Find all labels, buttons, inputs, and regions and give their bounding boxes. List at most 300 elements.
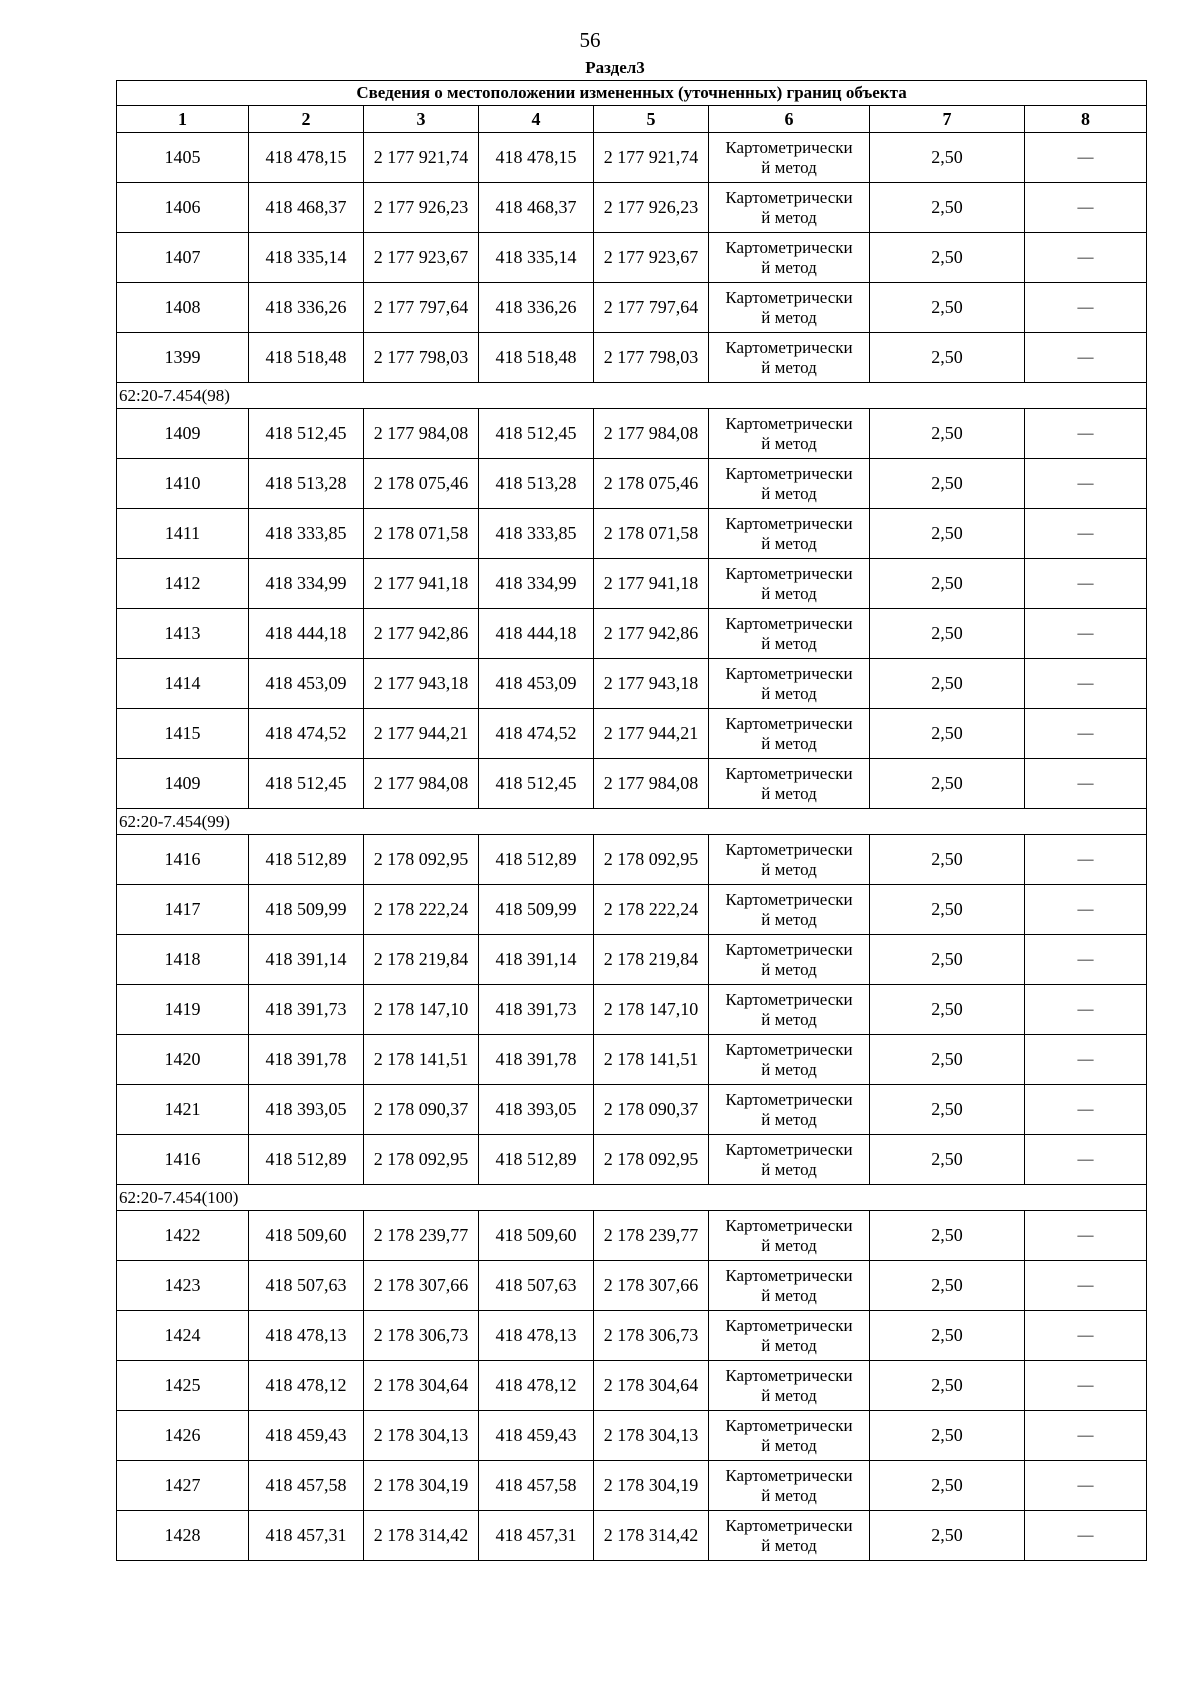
y-coordinate-cell: 2 177 943,18 — [364, 659, 479, 709]
method-text-line: Картометрически — [725, 839, 853, 859]
column-number-row — [117, 106, 1147, 133]
y-new-coordinate-cell: 2 178 090,37 — [594, 1085, 709, 1135]
method-cell — [709, 1085, 870, 1135]
table-row — [117, 985, 1147, 1035]
y-coordinate-cell: 2 178 071,58 — [364, 509, 479, 559]
method-text-line: й метод — [761, 1285, 817, 1305]
method-text-line: Картометрически — [725, 287, 853, 307]
method-text-line: й метод — [761, 1385, 817, 1405]
description-cell: — — [1025, 1261, 1147, 1311]
x-coordinate-cell: 418 474,52 — [249, 709, 364, 759]
x-new-coordinate-cell: 418 335,14 — [479, 233, 594, 283]
point-number-cell: 1399 — [117, 333, 249, 383]
y-new-coordinate-cell: 2 178 304,64 — [594, 1361, 709, 1411]
x-coordinate-cell: 418 333,85 — [249, 509, 364, 559]
x-new-coordinate-cell: 418 512,89 — [479, 835, 594, 885]
table-row — [117, 133, 1147, 183]
accuracy-cell: 2,50 — [870, 759, 1025, 809]
point-number-cell: 1419 — [117, 985, 249, 1035]
y-new-coordinate-cell: 2 178 141,51 — [594, 1035, 709, 1085]
method-text-line: Картометрически — [725, 889, 853, 909]
method-cell — [709, 709, 870, 759]
parcel-group-label: 62:20-7.454(100) — [117, 1185, 1147, 1211]
y-new-coordinate-cell: 2 178 071,58 — [594, 509, 709, 559]
y-coordinate-cell: 2 177 941,18 — [364, 559, 479, 609]
method-text-line: Картометрически — [725, 1139, 853, 1159]
method-cell — [709, 559, 870, 609]
description-cell: — — [1025, 559, 1147, 609]
method-text-line: Картометрически — [725, 337, 853, 357]
table-row — [117, 835, 1147, 885]
y-new-coordinate-cell: 2 177 798,03 — [594, 333, 709, 383]
method-cell — [709, 885, 870, 935]
description-cell: — — [1025, 509, 1147, 559]
method-text-line: Картометрически — [725, 763, 853, 783]
method-cell — [709, 835, 870, 885]
accuracy-cell: 2,50 — [870, 709, 1025, 759]
table-row — [117, 1261, 1147, 1311]
y-new-coordinate-cell: 2 178 075,46 — [594, 459, 709, 509]
x-coordinate-cell: 418 478,12 — [249, 1361, 364, 1411]
y-new-coordinate-cell: 2 178 092,95 — [594, 835, 709, 885]
description-cell: — — [1025, 1511, 1147, 1561]
method-cell — [709, 1035, 870, 1085]
method-text-line: Картометрически — [725, 1365, 853, 1385]
group-header-row — [117, 1185, 1147, 1211]
description-cell: — — [1025, 1211, 1147, 1261]
y-coordinate-cell: 2 178 304,64 — [364, 1361, 479, 1411]
accuracy-cell: 2,50 — [870, 1361, 1025, 1411]
method-text-line: Картометрически — [725, 463, 853, 483]
point-number-cell: 1428 — [117, 1511, 249, 1561]
description-cell: — — [1025, 183, 1147, 233]
table-row — [117, 1461, 1147, 1511]
point-number-cell: 1422 — [117, 1211, 249, 1261]
y-new-coordinate-cell: 2 178 306,73 — [594, 1311, 709, 1361]
table-row — [117, 759, 1147, 809]
x-new-coordinate-cell: 418 457,31 — [479, 1511, 594, 1561]
point-number-cell: 1413 — [117, 609, 249, 659]
x-new-coordinate-cell: 418 509,99 — [479, 885, 594, 935]
point-number-cell: 1425 — [117, 1361, 249, 1411]
y-coordinate-cell: 2 177 944,21 — [364, 709, 479, 759]
point-number-cell: 1423 — [117, 1261, 249, 1311]
description-cell: — — [1025, 333, 1147, 383]
point-number-cell: 1416 — [117, 1135, 249, 1185]
point-number-cell: 1411 — [117, 509, 249, 559]
method-text-line: Картометрически — [725, 1465, 853, 1485]
description-cell: — — [1025, 935, 1147, 985]
description-cell: — — [1025, 1361, 1147, 1411]
y-new-coordinate-cell: 2 177 921,74 — [594, 133, 709, 183]
accuracy-cell: 2,50 — [870, 459, 1025, 509]
x-new-coordinate-cell: 418 507,63 — [479, 1261, 594, 1311]
description-cell: — — [1025, 1411, 1147, 1461]
y-coordinate-cell: 2 177 942,86 — [364, 609, 479, 659]
method-cell — [709, 609, 870, 659]
accuracy-cell: 2,50 — [870, 133, 1025, 183]
method-cell — [709, 659, 870, 709]
y-coordinate-cell: 2 178 314,42 — [364, 1511, 479, 1561]
accuracy-cell: 2,50 — [870, 283, 1025, 333]
accuracy-cell: 2,50 — [870, 1511, 1025, 1561]
x-coordinate-cell: 418 513,28 — [249, 459, 364, 509]
method-text-line: й метод — [761, 909, 817, 929]
y-new-coordinate-cell: 2 178 222,24 — [594, 885, 709, 935]
x-coordinate-cell: 418 391,14 — [249, 935, 364, 985]
description-cell: — — [1025, 459, 1147, 509]
method-cell — [709, 1411, 870, 1461]
method-text-line: Картометрически — [725, 663, 853, 683]
group-header-row — [117, 383, 1147, 409]
column-number: 1 — [117, 106, 249, 133]
y-coordinate-cell: 2 178 075,46 — [364, 459, 479, 509]
point-number-cell: 1426 — [117, 1411, 249, 1461]
method-text-line: Картометрически — [725, 1315, 853, 1335]
y-new-coordinate-cell: 2 177 926,23 — [594, 183, 709, 233]
x-coordinate-cell: 418 391,78 — [249, 1035, 364, 1085]
y-new-coordinate-cell: 2 178 092,95 — [594, 1135, 709, 1185]
table-row — [117, 233, 1147, 283]
x-new-coordinate-cell: 418 478,15 — [479, 133, 594, 183]
x-new-coordinate-cell: 418 391,14 — [479, 935, 594, 985]
table-row — [117, 509, 1147, 559]
method-text-line: Картометрически — [725, 713, 853, 733]
method-cell — [709, 1461, 870, 1511]
method-text-line: й метод — [761, 683, 817, 703]
method-cell — [709, 509, 870, 559]
method-text-line: й метод — [761, 633, 817, 653]
table-row — [117, 1135, 1147, 1185]
accuracy-cell: 2,50 — [870, 333, 1025, 383]
point-number-cell: 1410 — [117, 459, 249, 509]
accuracy-cell: 2,50 — [870, 233, 1025, 283]
point-number-cell: 1412 — [117, 559, 249, 609]
column-number: 2 — [249, 106, 364, 133]
x-new-coordinate-cell: 418 474,52 — [479, 709, 594, 759]
method-text-line: Картометрически — [725, 1415, 853, 1435]
column-number: 3 — [364, 106, 479, 133]
accuracy-cell: 2,50 — [870, 1085, 1025, 1135]
point-number-cell: 1418 — [117, 935, 249, 985]
method-cell — [709, 1361, 870, 1411]
x-coordinate-cell: 418 459,43 — [249, 1411, 364, 1461]
table-row — [117, 333, 1147, 383]
description-cell: — — [1025, 709, 1147, 759]
point-number-cell: 1417 — [117, 885, 249, 935]
method-text-line: й метод — [761, 483, 817, 503]
description-cell: — — [1025, 283, 1147, 333]
table-row — [117, 659, 1147, 709]
method-text-line: й метод — [761, 583, 817, 603]
point-number-cell: 1420 — [117, 1035, 249, 1085]
method-text-line: Картометрически — [725, 989, 853, 1009]
y-new-coordinate-cell: 2 178 219,84 — [594, 935, 709, 985]
x-new-coordinate-cell: 418 334,99 — [479, 559, 594, 609]
x-new-coordinate-cell: 418 478,13 — [479, 1311, 594, 1361]
method-cell — [709, 1135, 870, 1185]
description-cell: — — [1025, 409, 1147, 459]
method-text-line: Картометрически — [725, 137, 853, 157]
y-new-coordinate-cell: 2 177 942,86 — [594, 609, 709, 659]
method-text-line: й метод — [761, 207, 817, 227]
method-text-line: й метод — [761, 1159, 817, 1179]
point-number-cell: 1409 — [117, 759, 249, 809]
section-title: Раздел3 — [585, 58, 645, 77]
y-new-coordinate-cell: 2 177 944,21 — [594, 709, 709, 759]
method-text-line: й метод — [761, 433, 817, 453]
x-new-coordinate-cell: 418 518,48 — [479, 333, 594, 383]
x-coordinate-cell: 418 478,15 — [249, 133, 364, 183]
y-new-coordinate-cell: 2 178 307,66 — [594, 1261, 709, 1311]
group-header-row — [117, 809, 1147, 835]
x-new-coordinate-cell: 418 393,05 — [479, 1085, 594, 1135]
method-text-line: Картометрически — [725, 563, 853, 583]
x-coordinate-cell: 418 507,63 — [249, 1261, 364, 1311]
method-cell — [709, 985, 870, 1035]
table-row — [117, 1411, 1147, 1461]
x-coordinate-cell: 418 468,37 — [249, 183, 364, 233]
method-cell — [709, 409, 870, 459]
y-coordinate-cell: 2 178 147,10 — [364, 985, 479, 1035]
y-coordinate-cell: 2 177 926,23 — [364, 183, 479, 233]
y-new-coordinate-cell: 2 178 304,13 — [594, 1411, 709, 1461]
method-text-line: Картометрически — [725, 939, 853, 959]
point-number-cell: 1424 — [117, 1311, 249, 1361]
x-new-coordinate-cell: 418 459,43 — [479, 1411, 594, 1461]
method-cell — [709, 233, 870, 283]
accuracy-cell: 2,50 — [870, 885, 1025, 935]
x-new-coordinate-cell: 418 478,12 — [479, 1361, 594, 1411]
y-coordinate-cell: 2 178 304,19 — [364, 1461, 479, 1511]
accuracy-cell: 2,50 — [870, 509, 1025, 559]
method-text-line: й метод — [761, 959, 817, 979]
description-cell: — — [1025, 659, 1147, 709]
method-cell — [709, 183, 870, 233]
y-new-coordinate-cell: 2 178 147,10 — [594, 985, 709, 1035]
table-row — [117, 283, 1147, 333]
x-coordinate-cell: 418 512,45 — [249, 759, 364, 809]
y-new-coordinate-cell: 2 177 797,64 — [594, 283, 709, 333]
x-coordinate-cell: 418 393,05 — [249, 1085, 364, 1135]
description-cell: — — [1025, 1135, 1147, 1185]
description-cell: — — [1025, 609, 1147, 659]
description-cell: — — [1025, 1461, 1147, 1511]
method-text-line: й метод — [761, 783, 817, 803]
y-new-coordinate-cell: 2 178 304,19 — [594, 1461, 709, 1511]
y-coordinate-cell: 2 178 141,51 — [364, 1035, 479, 1085]
point-number-cell: 1416 — [117, 835, 249, 885]
method-text-line: й метод — [761, 307, 817, 327]
method-cell — [709, 1511, 870, 1561]
method-text-line: Картометрически — [725, 413, 853, 433]
point-number-cell: 1405 — [117, 133, 249, 183]
method-text-line: й метод — [761, 357, 817, 377]
y-new-coordinate-cell: 2 177 984,08 — [594, 409, 709, 459]
description-cell: — — [1025, 985, 1147, 1035]
x-new-coordinate-cell: 418 336,26 — [479, 283, 594, 333]
x-new-coordinate-cell: 418 513,28 — [479, 459, 594, 509]
y-coordinate-cell: 2 177 797,64 — [364, 283, 479, 333]
accuracy-cell: 2,50 — [870, 1311, 1025, 1361]
coordinates-table — [116, 80, 1147, 1561]
table-row — [117, 1311, 1147, 1361]
method-text-line: й метод — [761, 533, 817, 553]
table-caption: Сведения о местоположении измененных (уточненных) границ объекта — [117, 81, 1147, 106]
method-cell — [709, 459, 870, 509]
accuracy-cell: 2,50 — [870, 835, 1025, 885]
method-text-line: й метод — [761, 1335, 817, 1355]
x-new-coordinate-cell: 418 444,18 — [479, 609, 594, 659]
x-coordinate-cell: 418 444,18 — [249, 609, 364, 659]
point-number-cell: 1427 — [117, 1461, 249, 1511]
x-coordinate-cell: 418 509,60 — [249, 1211, 364, 1261]
accuracy-cell: 2,50 — [870, 409, 1025, 459]
y-new-coordinate-cell: 2 178 239,77 — [594, 1211, 709, 1261]
y-new-coordinate-cell: 2 177 984,08 — [594, 759, 709, 809]
x-new-coordinate-cell: 418 453,09 — [479, 659, 594, 709]
accuracy-cell: 2,50 — [870, 1135, 1025, 1185]
parcel-group-label: 62:20-7.454(98) — [117, 383, 1147, 409]
x-coordinate-cell: 418 512,89 — [249, 1135, 364, 1185]
method-text-line: Картометрически — [725, 1265, 853, 1285]
method-text-line: й метод — [761, 1485, 817, 1505]
table-row — [117, 1361, 1147, 1411]
description-cell: — — [1025, 759, 1147, 809]
column-number: 5 — [594, 106, 709, 133]
x-coordinate-cell: 418 457,58 — [249, 1461, 364, 1511]
column-number: 8 — [1025, 106, 1147, 133]
accuracy-cell: 2,50 — [870, 659, 1025, 709]
point-number-cell: 1407 — [117, 233, 249, 283]
description-cell: — — [1025, 1311, 1147, 1361]
x-coordinate-cell: 418 453,09 — [249, 659, 364, 709]
method-text-line: й метод — [761, 1009, 817, 1029]
method-text-line: й метод — [761, 1535, 817, 1555]
point-number-cell: 1408 — [117, 283, 249, 333]
method-cell — [709, 1311, 870, 1361]
table-row — [117, 409, 1147, 459]
x-new-coordinate-cell: 418 333,85 — [479, 509, 594, 559]
x-coordinate-cell: 418 457,31 — [249, 1511, 364, 1561]
table-row — [117, 1211, 1147, 1261]
table-body — [117, 133, 1147, 1561]
accuracy-cell: 2,50 — [870, 1211, 1025, 1261]
description-cell: — — [1025, 885, 1147, 935]
y-coordinate-cell: 2 178 239,77 — [364, 1211, 479, 1261]
accuracy-cell: 2,50 — [870, 1411, 1025, 1461]
method-text-line: Картометрически — [725, 1515, 853, 1535]
point-number-cell: 1414 — [117, 659, 249, 709]
method-cell — [709, 1211, 870, 1261]
y-coordinate-cell: 2 177 984,08 — [364, 409, 479, 459]
y-coordinate-cell: 2 178 222,24 — [364, 885, 479, 935]
method-text-line: й метод — [761, 1435, 817, 1455]
parcel-group-label: 62:20-7.454(99) — [117, 809, 1147, 835]
y-coordinate-cell: 2 177 923,67 — [364, 233, 479, 283]
column-number: 7 — [870, 106, 1025, 133]
method-text-line: й метод — [761, 733, 817, 753]
method-text-line: Картометрически — [725, 1215, 853, 1235]
description-cell: — — [1025, 835, 1147, 885]
method-text-line: й метод — [761, 859, 817, 879]
accuracy-cell: 2,50 — [870, 985, 1025, 1035]
table-row — [117, 1085, 1147, 1135]
x-coordinate-cell: 418 509,99 — [249, 885, 364, 935]
accuracy-cell: 2,50 — [870, 1035, 1025, 1085]
x-new-coordinate-cell: 418 509,60 — [479, 1211, 594, 1261]
x-coordinate-cell: 418 334,99 — [249, 559, 364, 609]
x-new-coordinate-cell: 418 512,45 — [479, 409, 594, 459]
x-new-coordinate-cell: 418 468,37 — [479, 183, 594, 233]
column-number: 6 — [709, 106, 870, 133]
x-coordinate-cell: 418 336,26 — [249, 283, 364, 333]
accuracy-cell: 2,50 — [870, 1461, 1025, 1511]
method-cell — [709, 283, 870, 333]
x-new-coordinate-cell: 418 391,78 — [479, 1035, 594, 1085]
accuracy-cell: 2,50 — [870, 1261, 1025, 1311]
y-coordinate-cell: 2 178 092,95 — [364, 835, 479, 885]
y-coordinate-cell: 2 178 219,84 — [364, 935, 479, 985]
accuracy-cell: 2,50 — [870, 609, 1025, 659]
y-coordinate-cell: 2 177 798,03 — [364, 333, 479, 383]
description-cell: — — [1025, 233, 1147, 283]
method-cell — [709, 333, 870, 383]
y-coordinate-cell: 2 178 304,13 — [364, 1411, 479, 1461]
y-coordinate-cell: 2 178 092,95 — [364, 1135, 479, 1185]
table-row — [117, 609, 1147, 659]
point-number-cell: 1415 — [117, 709, 249, 759]
y-coordinate-cell: 2 178 307,66 — [364, 1261, 479, 1311]
method-text-line: Картометрически — [725, 187, 853, 207]
x-coordinate-cell: 418 512,89 — [249, 835, 364, 885]
column-number: 4 — [479, 106, 594, 133]
accuracy-cell: 2,50 — [870, 183, 1025, 233]
method-cell — [709, 1261, 870, 1311]
point-number-cell: 1409 — [117, 409, 249, 459]
table-row — [117, 1035, 1147, 1085]
table-row — [117, 1511, 1147, 1561]
y-coordinate-cell: 2 178 306,73 — [364, 1311, 479, 1361]
method-text-line: Картометрически — [725, 613, 853, 633]
x-new-coordinate-cell: 418 512,89 — [479, 1135, 594, 1185]
x-new-coordinate-cell: 418 457,58 — [479, 1461, 594, 1511]
point-number-cell: 1406 — [117, 183, 249, 233]
method-text-line: Картометрически — [725, 513, 853, 533]
method-text-line: й метод — [761, 1235, 817, 1255]
x-coordinate-cell: 418 478,13 — [249, 1311, 364, 1361]
method-text-line: й метод — [761, 1109, 817, 1129]
x-new-coordinate-cell: 418 391,73 — [479, 985, 594, 1035]
table-row — [117, 183, 1147, 233]
method-text-line: Картометрически — [725, 237, 853, 257]
x-coordinate-cell: 418 512,45 — [249, 409, 364, 459]
point-number-cell: 1421 — [117, 1085, 249, 1135]
method-cell — [709, 133, 870, 183]
method-cell — [709, 935, 870, 985]
y-new-coordinate-cell: 2 178 314,42 — [594, 1511, 709, 1561]
x-new-coordinate-cell: 418 512,45 — [479, 759, 594, 809]
description-cell: — — [1025, 133, 1147, 183]
y-coordinate-cell: 2 178 090,37 — [364, 1085, 479, 1135]
y-coordinate-cell: 2 177 921,74 — [364, 133, 479, 183]
description-cell: — — [1025, 1085, 1147, 1135]
table-row — [117, 559, 1147, 609]
table-row — [117, 459, 1147, 509]
y-new-coordinate-cell: 2 177 943,18 — [594, 659, 709, 709]
y-new-coordinate-cell: 2 177 941,18 — [594, 559, 709, 609]
page-number: 56 — [579, 28, 601, 52]
